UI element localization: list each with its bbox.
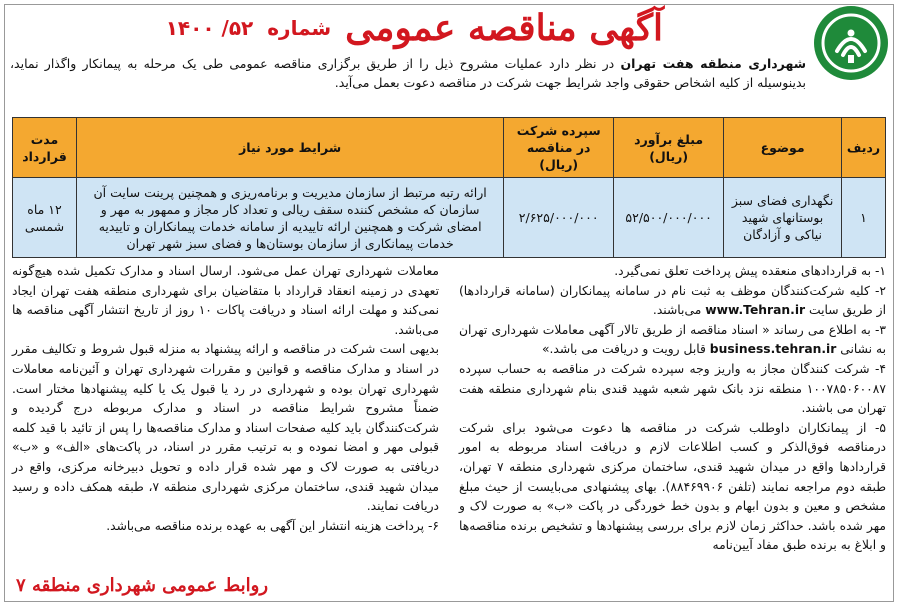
cell-deposit: ۲/۶۲۵/۰۰۰/۰۰۰ — [504, 178, 614, 258]
term-3-end: قابل رویت و دریافت می باشد.» — [541, 342, 710, 357]
header-subject: موضوع — [724, 118, 842, 178]
notice-title: آگهی مناقصه عمومی — [345, 7, 663, 49]
term-4: ۴- شرکت کنندگان مجاز به واریز وجه سپرده شرکت در مناقصه به حساب سپرده ۱۰۰۷۸۵۰۶۰۰۸۷ منطقه نزد بانک شهر شعبه شهید قندی بنام شهرداری منطقه هفت تهران می باشند. — [459, 361, 886, 416]
term-conditions-note: بدیهی است شرکت در مناقصه و ارائه پیشنهاد به منزله قبول شروط و تکالیف مقرر در اسناد و مدارک مناقصه و قوانین و مقررات شهرداری تهران و آئین‌نامه معاملات شهرداری تهران بوده و شهرداری در رد یا قبول یک یا کلیه پیشنهادها مختار است. ضمناً مشروح شرایط مناقصه در اسناد و مدارک مربوطه درج گردیده و شرکت‌کنندگان باید کلیه صفحات اسناد و مدارک مناقصه‌ها را پس از تائید با قید کلمه قبولی مهر و امضا نموده و به ترتیب مقرر در اسناد، در پاکت‌های «الف» و «ب» دریافتی به صورت لاک و مهر شده قرار داده و تحویل دبیرخانه مرکزی، واقع در میدان شهید قندی، ساختمان مرکزی شهرداری منطقه ۷، طبقه همکف داده و رسید دریافت نمایند. — [12, 342, 439, 514]
tender-table — [12, 117, 886, 258]
term-2-text: ۲- کلیه شرکت‌کنندگان موظف به ثبت نام در سامانه پیمانکاران (سامانه قراردادها) از طریق سایت — [459, 283, 886, 318]
cell-duration: ۱۲ ماه شمسی — [13, 178, 77, 258]
term-3-text: ۳- به اطلاع می رساند « اسناد مناقصه از طریق تالار آگهی معاملات شهرداری تهران به نشانی — [459, 322, 886, 357]
terms-right-column — [459, 262, 886, 566]
terms-left-column — [12, 262, 439, 566]
header-estimate: مبلغ برآورد (ریال) — [614, 118, 724, 178]
term-5-continued: معاملات شهرداری تهران عمل می‌شود. ارسال اسناد و مدارک تکمیل شده هیچ‌گونه تعهدی در زمینه انعقاد قرارداد با متقاضیان برای شهرداری منطقه هفت تهران ایجاد نمی‌کند و مهلت ارائه اسناد و دریافت پاکات ۱۰ روز از تاریخ انتشار آگهی مناقصه ها می‌باشد. — [12, 264, 440, 337]
notice-number-value: ۵۲/ ۱۴۰۰ — [165, 16, 254, 40]
term-5: ۵- از پیمانکاران داوطلب شرکت در مناقصه ها دعوت می‌شود برای شرکت درمناقصه فوق‌الذکر و کسب اطلاعات لازم و دریافت اسناد مربوطه به امور قراردادها واقع در میدان شهید قندی، ساختمان مرکزی شهرداری منطقه ۷ تهران، طبقه دوم مراجعه نمایند (تلفن ۸۸۴۶۹۹۰۶). بهای پیشنهادی می‌بایست از حیث مبلغ مشخص و معین و بدون ابهام و بدون خط خوردگی در پاکت «ب» به صورت لاک و مهر شده باشد. حداکثر زمان لازم برای بررسی پیشنهادها و تشخیص برنده مناقصه‌ها و ابلاغ به برنده طبق مفاد آیین‌نامه — [459, 420, 886, 553]
municipality-logo-icon — [814, 6, 888, 80]
header-conditions: شرایط مورد نیاز — [77, 118, 504, 178]
term-6: ۶- پرداخت هزینه انتشار این آگهی به عهده برنده مناقصه می‌باشد. — [106, 518, 439, 533]
notice-number-label: شماره — [267, 16, 332, 40]
cell-conditions: ارائه رتبه مرتبط از سازمان مدیریت و برنامه‌ریزی و همچنین پرینت سایت آن سازمان که مشخص کننده سقف ریالی و تعداد کار مجاز و ممهور به مهر و امضای شرکت و همچنین ارائه تاییدیه از سامانه خدمات پیمانکاران و تاییدیه خدمات پیمانکاری از سازمان بوستان‌ها و فضای سبز شهر تهران — [77, 178, 504, 258]
table-row — [13, 178, 886, 258]
title-row — [166, 6, 663, 50]
cell-subject: نگهداری فضای سبز بوستانهای شهید نیاکی و آزادگان — [724, 178, 842, 258]
terms-columns — [12, 262, 886, 566]
term-2-end: می‌باشند. — [652, 303, 706, 318]
header-deposit: سپرده شرکت در مناقصه (ریال) — [504, 118, 614, 178]
header-duration: مدت قرارداد — [13, 118, 77, 178]
term-2 — [459, 282, 886, 321]
cell-estimate: ۵۲/۵۰۰/۰۰۰/۰۰۰ — [614, 178, 724, 258]
term-1: ۱- به قراردادهای منعقده پیش پرداخت تعلق نمی‌گیرد. — [614, 264, 886, 278]
cell-row-number: ۱ — [842, 178, 886, 258]
notice-header — [10, 6, 888, 114]
intro-municipality-name: شهرداری منطقه هفت تهران — [620, 56, 806, 71]
business-site-link[interactable]: business.tehran.ir — [709, 342, 837, 357]
term-3 — [459, 321, 886, 360]
table-header-row — [13, 118, 886, 178]
footer-public-relations: روابط عمومی شهرداری منطقه ۷ — [16, 575, 269, 596]
intro-text: در نظر دارد عملیات مشروح ذیل را از طریق برگزاری مناقصه عمومی طی یک مرحله به پیمانکار واگذار نماید، بدینوسیله از کلیه اشخاص حقوقی واجد شرایط جهت شرکت در مناقصه دعوت بعمل می‌آید. — [10, 56, 806, 90]
tehran-site-link[interactable]: www.Tehran.ir — [705, 303, 806, 318]
header-row-number: ردیف — [842, 118, 886, 178]
intro-paragraph — [10, 54, 806, 92]
